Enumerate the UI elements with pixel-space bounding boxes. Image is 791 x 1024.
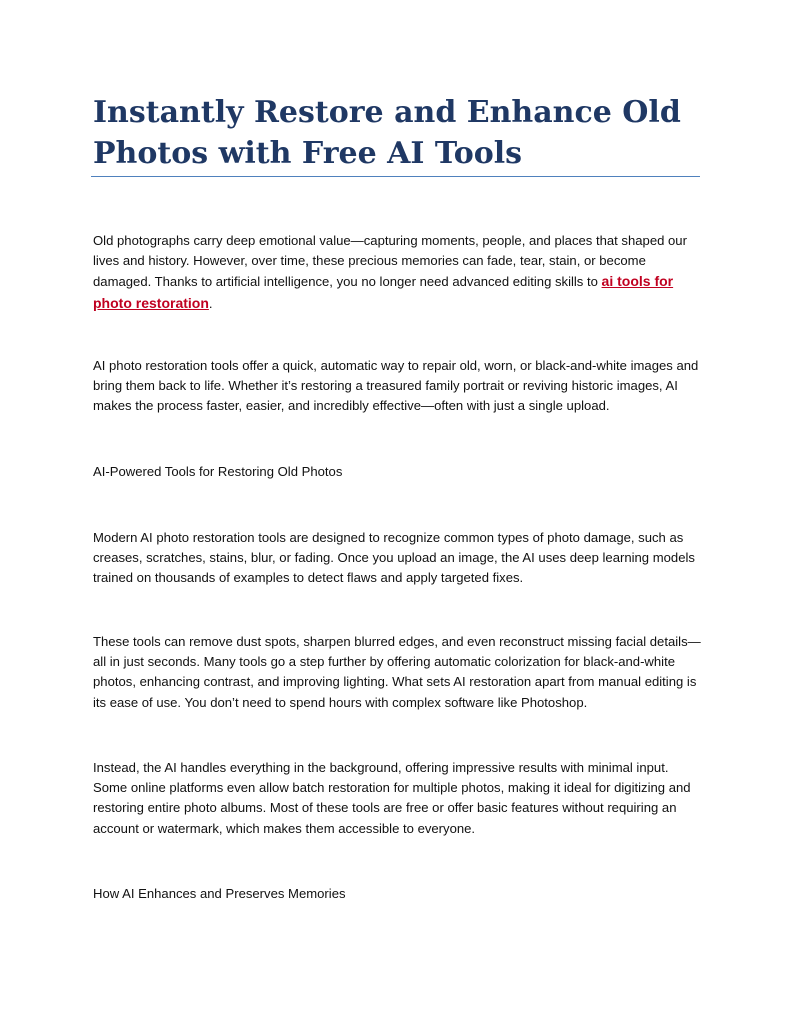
paragraph-damage-detection: Modern AI photo restoration tools are designed to recognize common types of photo damage, such as creases, scratches, stains, blur, or fading. Once you upload an image, the AI uses deep learning models trained on thousands of examples to detect flaws and apply targeted fixes. <box>93 530 695 586</box>
section-heading-preserves-memories: How AI Enhances and Preserves Memories <box>93 886 346 901</box>
paragraph-batch-restoration: Instead, the AI handles everything in the background, offering impressive results with minimal input. Some online platforms even allow batch restoration for multiple photos, making it ideal for digitizing and restoring entire photo albums. Most of these tools are free or offer basic features without requiring an account or watermark, which makes them accessible to everyone. <box>93 760 691 836</box>
intro-text-end: . <box>208 295 213 311</box>
intro-paragraph <box>93 231 705 314</box>
section-heading-ai-tools: AI-Powered Tools for Restoring Old Photos <box>93 464 343 479</box>
photo-restoration-link[interactable]: ai tools for photo restoration <box>93 273 674 311</box>
document-title: Instantly Restore and Enhance Old Photos with Free AI Tools <box>93 95 681 171</box>
paragraph-tool-features: These tools can remove dust spots, sharpen blurred edges, and even reconstruct missing facial details—all in just seconds. Many tools go a step further by offering automatic colorization for black-and-white photos, enhancing contrast, and improving lighting. What sets AI restoration apart from manual editing is its ease of use. You don’t need to spend hours with complex software like Photoshop. <box>93 634 701 710</box>
title-underline-rule <box>91 176 700 177</box>
paragraph-restoration-overview: AI photo restoration tools offer a quick, automatic way to repair old, worn, or black-and-white images and bring them back to life. Whether it’s restoring a treasured family portrait or reviving historic images, AI makes the process faster, easier, and incredibly effective—often with just a single upload. <box>93 358 699 414</box>
intro-text: Old photographs carry deep emotional value—capturing moments, people, and places that shaped our lives and history. However, over time, these precious memories can fade, tear, stain, or become damaged. Thanks to artificial intelligence, you no longer need advanced editing skills to <box>93 233 687 290</box>
